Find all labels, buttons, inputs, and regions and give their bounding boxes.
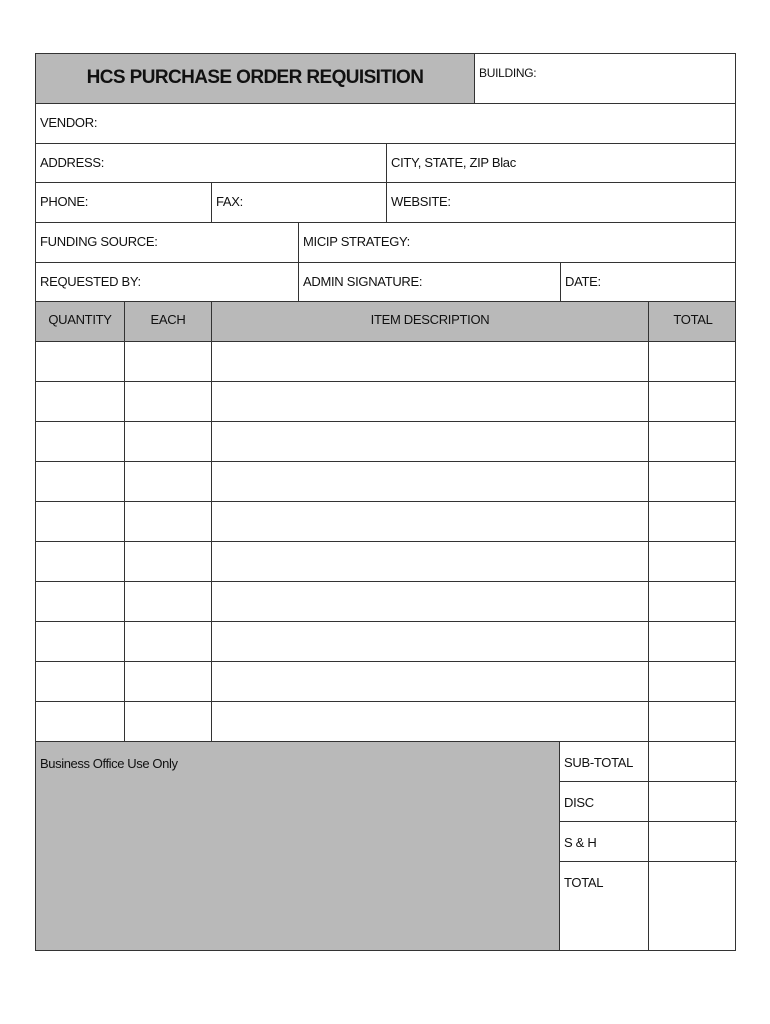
table-row	[36, 502, 735, 542]
table-row	[36, 542, 735, 582]
total-cell[interactable]	[648, 342, 737, 381]
each-cell[interactable]	[124, 422, 211, 461]
each-cell[interactable]	[124, 462, 211, 501]
total-cell[interactable]	[648, 542, 737, 581]
each-cell[interactable]	[124, 702, 211, 741]
fax-field[interactable]: FAX:	[211, 183, 386, 222]
each-cell[interactable]	[124, 542, 211, 581]
quantity-cell[interactable]	[36, 382, 124, 421]
city-state-zip-field[interactable]: CITY, STATE, ZIP Blac	[386, 144, 737, 182]
each-cell[interactable]	[124, 622, 211, 661]
business-office-area	[36, 742, 560, 950]
item-description-cell[interactable]	[211, 662, 648, 701]
table-row	[36, 622, 735, 662]
total-cell[interactable]	[648, 622, 737, 661]
total-cell[interactable]	[648, 382, 737, 421]
grand-total-value[interactable]	[648, 862, 737, 950]
table-row	[36, 382, 735, 422]
funding-row	[36, 223, 735, 263]
micip-strategy-field[interactable]: MICIP STRATEGY:	[298, 223, 737, 262]
discount-value[interactable]	[648, 782, 737, 821]
item-description-cell[interactable]	[211, 382, 648, 421]
items-table-body	[36, 342, 735, 742]
subtotal-value[interactable]	[648, 742, 737, 781]
funding-source-field[interactable]: FUNDING SOURCE:	[40, 234, 158, 249]
item-description-cell[interactable]	[211, 422, 648, 461]
phone-field[interactable]: PHONE:	[40, 194, 89, 209]
each-cell[interactable]	[124, 582, 211, 621]
table-row	[36, 582, 735, 622]
subtotal-row	[560, 742, 737, 782]
quantity-cell[interactable]	[36, 462, 124, 501]
admin-signature-field[interactable]: ADMIN SIGNATURE:	[298, 263, 560, 301]
requested-by-field[interactable]: REQUESTED BY:	[40, 274, 141, 289]
quantity-cell[interactable]	[36, 662, 124, 701]
item-description-cell[interactable]	[211, 502, 648, 541]
total-cell[interactable]	[648, 462, 737, 501]
total-cell[interactable]	[648, 502, 737, 541]
form-title: HCS PURCHASE ORDER REQUISITION	[36, 54, 474, 103]
phone-row	[36, 183, 735, 223]
total-cell[interactable]	[648, 662, 737, 701]
quantity-cell[interactable]	[36, 702, 124, 741]
quantity-cell[interactable]	[36, 342, 124, 381]
total-cell[interactable]	[648, 702, 737, 741]
business-office-label: Business Office Use Only	[40, 756, 178, 771]
quantity-cell[interactable]	[36, 582, 124, 621]
building-field[interactable]: BUILDING:	[474, 54, 737, 103]
grand-total-label: TOTAL	[564, 875, 604, 890]
address-row	[36, 144, 735, 183]
shipping-row	[560, 822, 737, 862]
subtotal-label: SUB-TOTAL	[564, 755, 634, 770]
title-row	[36, 54, 735, 104]
requisition-form	[35, 53, 736, 951]
discount-row	[560, 782, 737, 822]
table-header	[36, 302, 735, 342]
total-cell[interactable]	[648, 582, 737, 621]
requested-row	[36, 263, 735, 302]
vendor-row	[36, 104, 735, 144]
column-header-each: EACH	[124, 302, 211, 341]
each-cell[interactable]	[124, 662, 211, 701]
total-cell[interactable]	[648, 422, 737, 461]
each-cell[interactable]	[124, 502, 211, 541]
quantity-cell[interactable]	[36, 542, 124, 581]
item-description-cell[interactable]	[211, 542, 648, 581]
item-description-cell[interactable]	[211, 342, 648, 381]
quantity-cell[interactable]	[36, 622, 124, 661]
table-row	[36, 462, 735, 502]
column-header-total: TOTAL	[648, 302, 737, 341]
date-field[interactable]: DATE:	[560, 263, 737, 301]
table-row	[36, 342, 735, 382]
item-description-cell[interactable]	[211, 582, 648, 621]
shipping-value[interactable]	[648, 822, 737, 861]
quantity-cell[interactable]	[36, 422, 124, 461]
grand-total-row	[560, 862, 737, 950]
vendor-field[interactable]: VENDOR:	[40, 115, 98, 130]
address-field[interactable]: ADDRESS:	[40, 155, 105, 170]
table-row	[36, 662, 735, 702]
discount-label: DISC	[564, 795, 594, 810]
website-field[interactable]: WEBSITE:	[386, 183, 737, 222]
table-row	[36, 702, 735, 742]
each-cell[interactable]	[124, 382, 211, 421]
each-cell[interactable]	[124, 342, 211, 381]
quantity-cell[interactable]	[36, 502, 124, 541]
column-header-item-description: ITEM DESCRIPTION	[211, 302, 648, 341]
shipping-label: S & H	[564, 835, 597, 850]
item-description-cell[interactable]	[211, 702, 648, 741]
item-description-cell[interactable]	[211, 622, 648, 661]
table-row	[36, 422, 735, 462]
column-header-quantity: QUANTITY	[48, 312, 112, 327]
item-description-cell[interactable]	[211, 462, 648, 501]
